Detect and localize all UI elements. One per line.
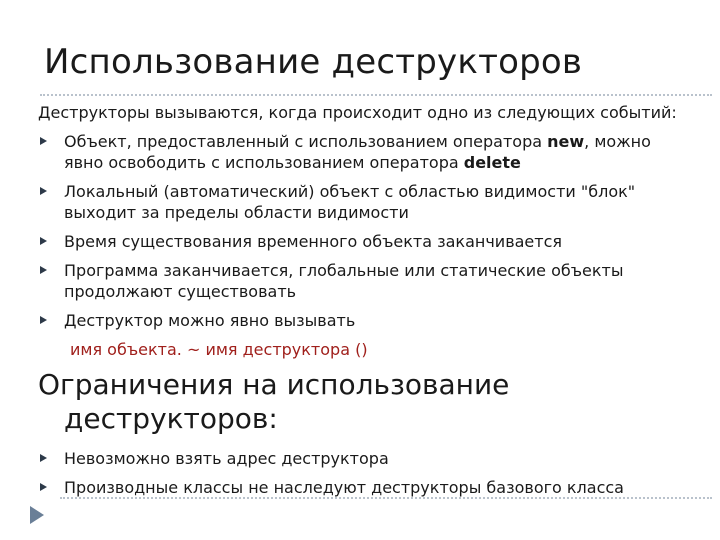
slide-content (38, 102, 688, 506)
bullet-text: Невозможно взять адрес деструктора (64, 449, 389, 468)
bullet-text: Деструктор можно явно вызывать (64, 311, 356, 330)
bullet-arrow-icon (40, 483, 47, 491)
list-item (38, 310, 688, 331)
bullet-text: Производные классы не наследуют деструкторы базового класса (64, 478, 624, 497)
bullet-arrow-icon (40, 266, 47, 274)
title-divider (40, 94, 712, 96)
bullet-arrow-icon (40, 137, 47, 145)
bullet-text: Время существования временного объекта заканчивается (64, 232, 563, 251)
list-item (38, 181, 688, 223)
bullet-arrow-icon (40, 237, 47, 245)
code-example: имя объекта. ~ имя деструктора () (70, 340, 368, 359)
events-list (38, 131, 688, 331)
section-title: Ограничения на использование деструкторов: (38, 368, 510, 435)
list-item (38, 131, 688, 173)
keyword-delete: delete (463, 153, 521, 172)
list-item (38, 477, 688, 498)
bullet-arrow-icon (40, 454, 47, 462)
list-item (38, 231, 688, 252)
slide-title: Использование деструкторов (44, 42, 583, 82)
bullet-text-part: Объект, предоставленный с использованием оператора (64, 132, 548, 151)
bullet-text-part: , можно явно освободить с использованием оператора (64, 132, 651, 172)
bullet-arrow-icon (40, 316, 47, 324)
list-item (38, 448, 688, 469)
list-item (38, 260, 688, 302)
bullet-text: Локальный (автоматический) объект с областью видимости "блок" выходит за пределы области видимости (64, 182, 636, 222)
bottom-divider (60, 497, 712, 499)
intro-text: Деструкторы вызываются, когда происходит одно из следующих событий: (38, 103, 677, 122)
next-slide-arrow-icon[interactable] (30, 506, 44, 524)
bullet-arrow-icon (40, 187, 47, 195)
restrictions-list (38, 448, 688, 498)
keyword-new: new (547, 132, 585, 151)
bullet-text: Программа заканчивается, глобальные или статические объекты продолжают существовать (64, 261, 624, 301)
